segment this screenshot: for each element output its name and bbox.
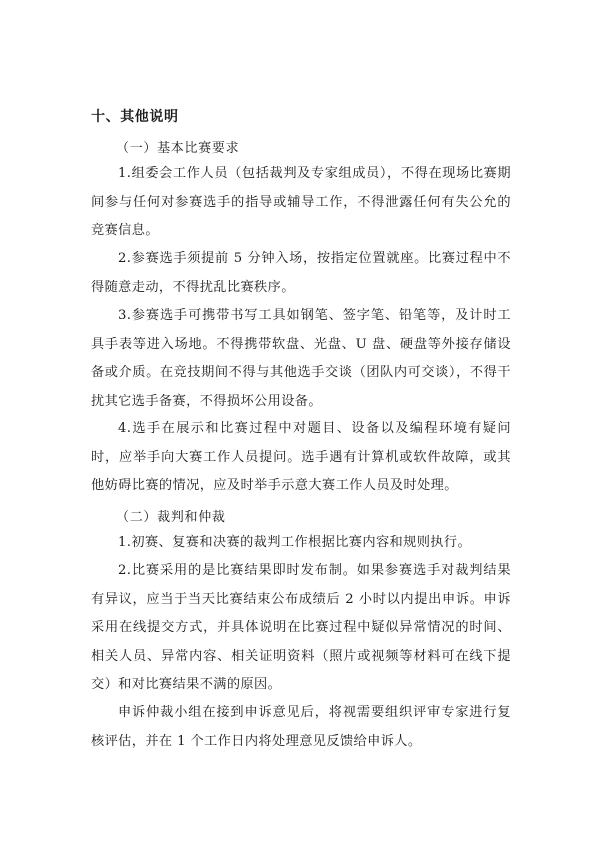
subsection-title-judging: （二）裁判和仲裁 <box>116 510 226 525</box>
paragraph-allowed-items: 3.参赛选手可携带书写工具如钢笔、签字笔、铅笔等，及计时工具手表等进入场地。不得携带软盘、光盘、U 盘、硬盘等外接存储设备或介质。在竞技期间不得与其他选手交谈（团队内可交谈），不得干扰其它选手备赛，不得损坏公用设备。 <box>91 308 511 409</box>
paragraph-entry-rules: 2.参赛选手须提前 5 分钟入场，按指定位置就座。比赛过程中不得随意走动，不得扰乱比赛秩序。 <box>91 251 511 295</box>
subsection-title-basic-requirements: （一）基本比赛要求 <box>116 141 240 156</box>
paragraph-judging-rules: 1.初赛、复赛和决赛的裁判工作根据比赛内容和规则执行。 <box>118 535 472 550</box>
paragraph-appeal-process: 2.比赛采用的是比赛结果即时发布制。如果参赛选手对裁判结果有异议，应当于当天比赛结束公布成绩后 2 小时以内提出申诉。申诉采用在线提交方式，并具体说明在比赛过程中疑似异常情况的时间、相关人员、异常内容、相关证明资料（照片或视频等材料可在线下提交）和对比赛结果不满的原因。 <box>91 563 511 692</box>
section-heading: 十、其他说明 <box>91 109 179 125</box>
paragraph-staff-rules: 1.组委会工作人员（包括裁判及专家组成员），不得在现场比赛期间参与任何对参赛选手的指导或辅导工作，不得泄露任何有失公允的竞赛信息。 <box>91 166 511 238</box>
paragraph-appeal-review: 申诉仲裁小组在接到申诉意见后，将视需要组织评审专家进行复核评估，并在 1 个工作日内将处理意见反馈给申诉人。 <box>91 705 511 749</box>
paragraph-questions-faults: 4.选手在展示和比赛过程中对题目、设备以及编程环境有疑问时，应举手向大赛工作人员提问。选手遇有计算机或软件故障，或其他妨碍比赛的情况，应及时举手示意大赛工作人员及时处理。 <box>91 421 511 493</box>
